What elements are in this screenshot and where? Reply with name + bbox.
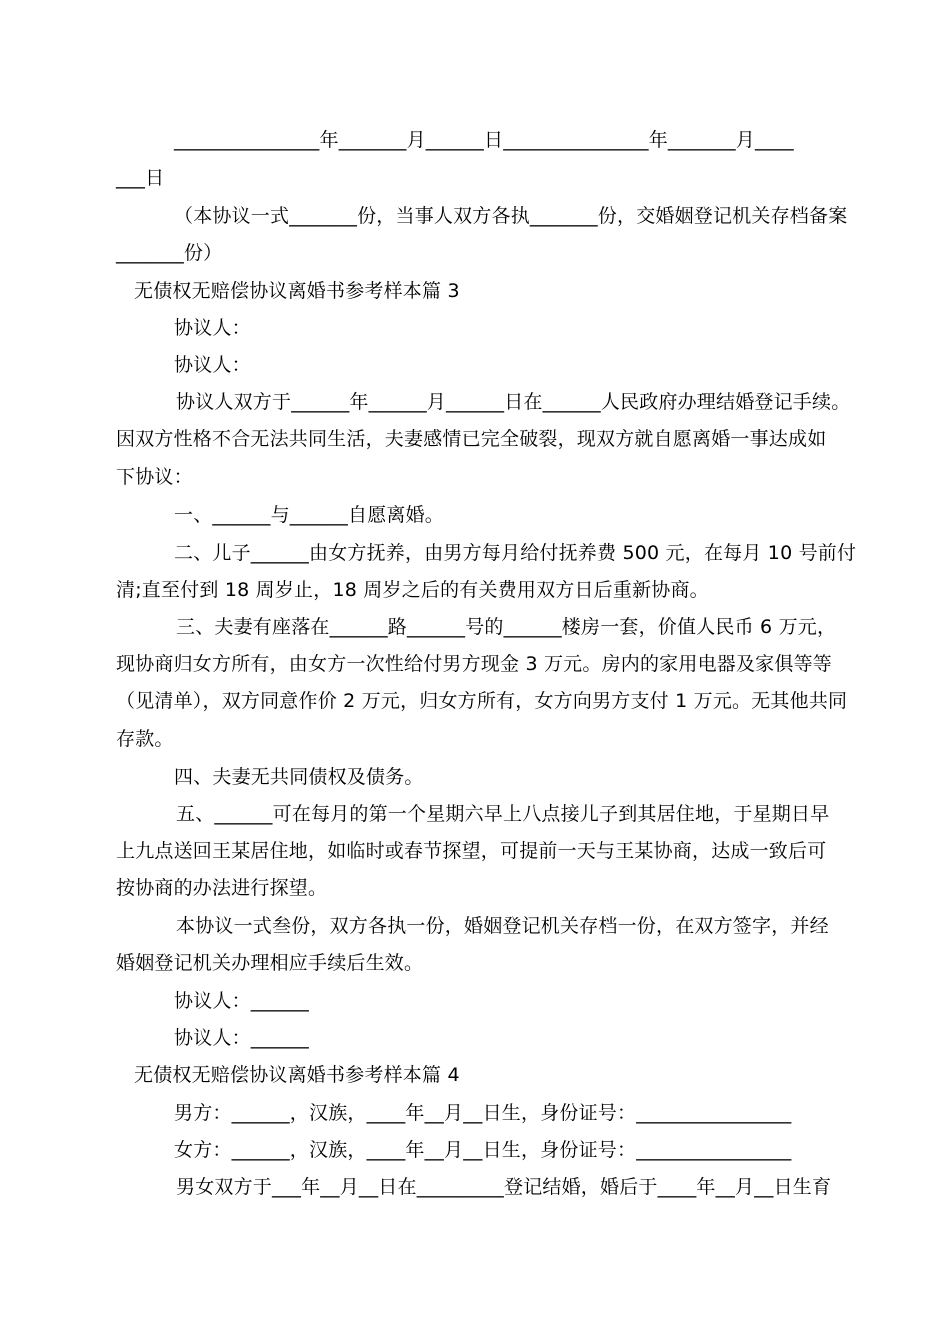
male-party-info: 男方：______，汉族，____年__月__日生，身份证号：________________ <box>174 1102 792 1124</box>
effective-clause: 本协议一式叁份，双方各执一份，婚姻登记机关存档一份，在双方签字，并经 <box>176 915 829 937</box>
paragraph-intro-line-3: 下协议： <box>116 466 193 488</box>
clause-5-line-3: 按协商的办法进行探望。 <box>116 877 328 899</box>
marriage-info: 男女双方于___年__月__日在_________登记结婚，婚后于____年__月__日生育 <box>176 1176 832 1198</box>
paragraph-intro-line-2: 因双方性格不合无法共同生活，夫妻感情已完全破裂，现双方就自愿离婚一事达成如 <box>116 428 827 450</box>
section-title-4: 无债权无赔偿协议离婚书参考样本篇 4 <box>134 1064 460 1086</box>
party-label-1: 协议人： <box>174 317 251 339</box>
clause-3-line-3: （见清单），双方同意作价 2 万元，归女方所有，女方向男方支付 1 万元。无其他共同 <box>116 690 848 712</box>
clause-5-line-2: 上九点送回王某居住地，如临时或春节探望，可提前一天与王某协商，达成一致后可 <box>116 840 827 862</box>
clause-2-line-2: 清;直至付到 18 周岁止，18 周岁之后的有关费用双方日后重新协商。 <box>116 579 709 601</box>
clause-2: 二、儿子______由女方抚养，由男方每月给付抚养费 500 元，在每月 10 号前付 <box>174 542 857 564</box>
clause-4: 四、夫妻无共同债权及债务。 <box>174 766 424 788</box>
signature-line-1: 协议人：______ <box>174 990 310 1012</box>
clause-1: 一、______与______自愿离婚。 <box>174 504 445 526</box>
clause-3: 三、夫妻有座落在______路______号的______楼房一套，价值人民币 6 万元， <box>176 616 837 638</box>
copies-note: （本协议一式_______份，当事人双方各执_______份，交婚姻登记机关存档备案 <box>174 205 848 227</box>
date-range-line: _______________年_______月______日_______________年_______月____ <box>174 129 794 151</box>
female-party-info: 女方：______，汉族，____年__月__日生，身份证号：________________ <box>174 1139 792 1161</box>
date-range-line-continued: ___日 <box>116 167 165 189</box>
paragraph-intro: 协议人双方于______年______月______日在______人民政府办理结婚登记手续。 <box>176 391 851 413</box>
clause-5: 五、______可在每月的第一个星期六早上八点接儿子到其居住地，于星期日早 <box>176 803 830 825</box>
copies-note-continued: _______份） <box>116 242 223 264</box>
party-label-2: 协议人： <box>174 354 251 376</box>
clause-3-line-2: 现协商归女方所有，由女方一次性给付男方现金 3 万元。房内的家用电器及家俱等等 <box>116 653 832 675</box>
section-title-3: 无债权无赔偿协议离婚书参考样本篇 3 <box>134 280 460 302</box>
clause-3-line-4: 存款。 <box>116 728 174 750</box>
signature-line-2: 协议人：______ <box>174 1027 310 1049</box>
effective-clause-line-2: 婚姻登记机关办理相应手续后生效。 <box>116 952 424 974</box>
